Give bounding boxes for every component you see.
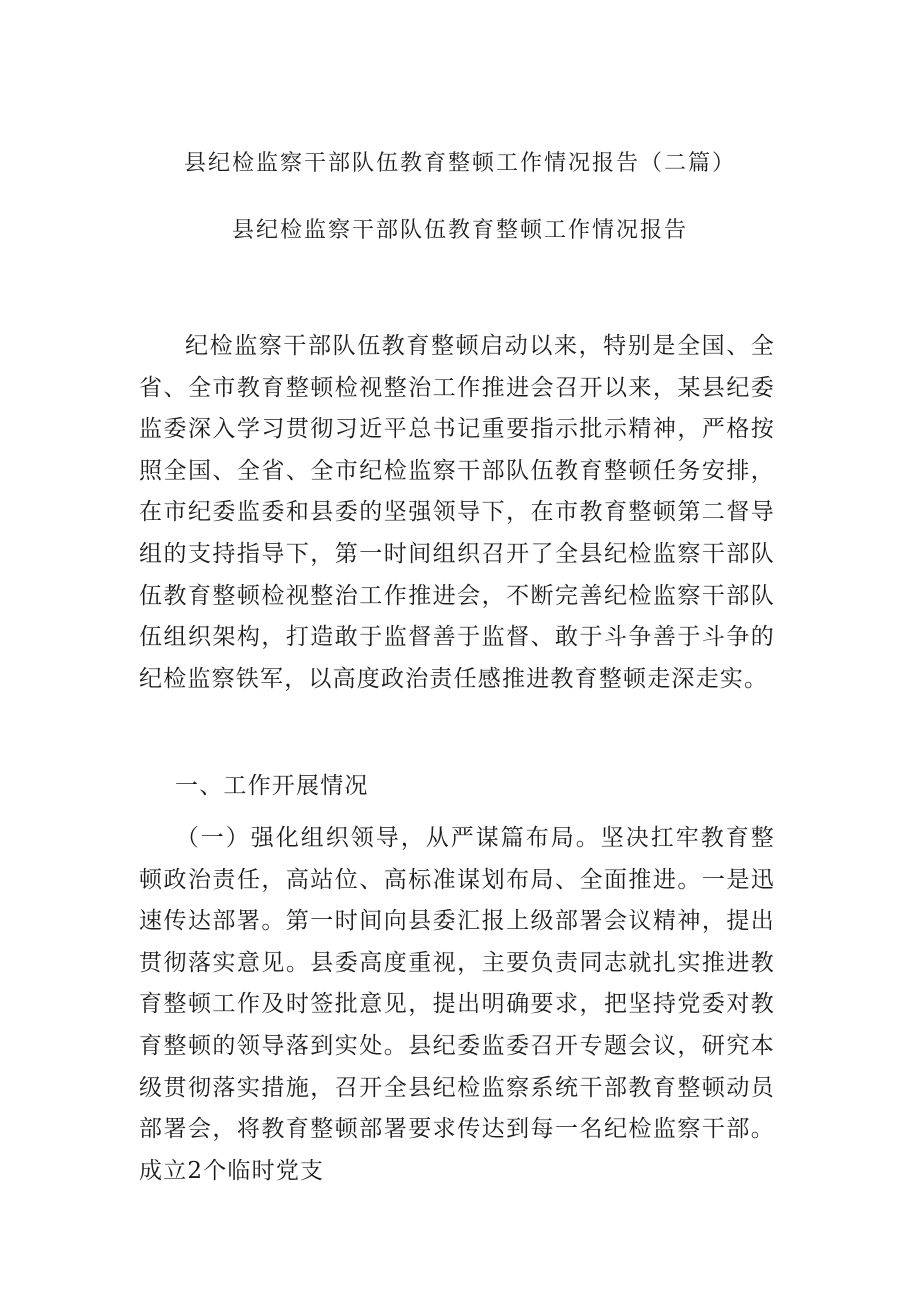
document-subtitle: 县纪检监察干部队伍教育整顿工作情况报告 [231, 218, 688, 243]
section-paragraph: （一）强化组织领导，从严谋篇布局。坚决扛牢教育整顿政治责任，高站位、高标准谋划布局、全面推进。一是迅速传达部署。第一时间向县委汇报上级部署会议精神，提出贯彻落实意见。县委高度重视，主要负责同志就扎实推进教育整顿工作及时签批意见，提出明确要求，把坚持党委对教育整顿的领导落到实处。县纪委监委召开专题会议，研究本级贯彻落实措施，召开全县纪检监察系统干部教育整顿动员部署会，将教育整顿部署要求传达到每一名纪检监察干部。成立2个临时党支 [139, 825, 775, 1184]
intro-paragraph: 纪检监察干部队伍教育整顿启动以来，特别是全国、全省、全市教育整顿检视整治工作推进会召开以来，某县纪委监委深入学习贯彻习近平总书记重要指示批示精神，严格按照全国、全省、全市纪检监察干部队伍教育整顿任务安排，在市纪委监委和县委的坚强领导下，在市教育整顿第二督导组的支持指导下，第一时间组织召开了全县纪检监察干部队伍教育整顿检视整治工作推进会，不断完善纪检监察干部队伍组织架构，打造敢于监督善于监督、敢于斗争善于斗争的纪检监察铁军，以高度政治责任感推进教育整顿走深走实。 [139, 333, 775, 692]
section-heading: 一、工作开展情况 [175, 773, 369, 799]
document-title: 县纪检监察干部队伍教育整顿工作情况报告（二篇） [183, 151, 736, 176]
